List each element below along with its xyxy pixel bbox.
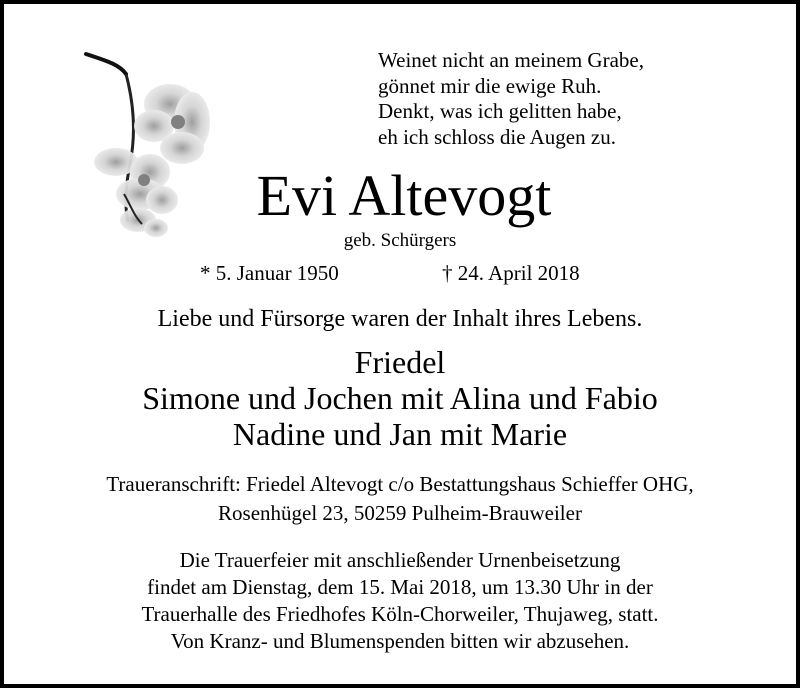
poem-line: Weinet nicht an meinem Grabe, bbox=[378, 48, 644, 72]
ceremony-info bbox=[4, 547, 796, 655]
ceremony-line: findet am Dienstag, dem 15. Mai 2018, um 13.30 Uhr in der bbox=[147, 575, 653, 599]
ceremony-line: Die Trauerfeier mit anschließender Urnenbeisetzung bbox=[179, 548, 621, 572]
poem-line: Denkt, was ich gelitten habe, bbox=[378, 99, 622, 123]
poem-line: eh ich schloss die Augen zu. bbox=[378, 124, 616, 149]
family-line: Simone und Jochen mit Alina und Fabio bbox=[142, 380, 658, 416]
tagline: Liebe und Fürsorge waren der Inhalt ihres Lebens. bbox=[157, 306, 643, 332]
family-line: Nadine und Jan mit Marie bbox=[232, 416, 568, 452]
address-line: Traueranschrift: Friedel Altevogt c/o Bestattungshaus Schieffer OHG, bbox=[106, 472, 694, 496]
birth-name: geb. Schürgers bbox=[343, 230, 457, 251]
family-line: Friedel bbox=[354, 344, 446, 380]
family-list bbox=[4, 344, 796, 452]
address-line: Rosenhügel 23, 50259 Pulheim-Brauweiler bbox=[218, 501, 582, 525]
ceremony-line: Trauerhalle des Friedhofes Köln-Chorweiler, Thujaweg, statt. bbox=[141, 602, 659, 626]
deceased-name: Evi Altevogt bbox=[256, 163, 552, 228]
ceremony-line: Von Kranz- und Blumenspenden bitten wir abzusehen. bbox=[170, 629, 630, 653]
death-date: † 24. April 2018 bbox=[442, 261, 580, 285]
mourning-address bbox=[4, 470, 796, 528]
poem-line: gönnet mir die ewige Ruh. bbox=[378, 73, 602, 98]
birth-date: * 5. Januar 1950 bbox=[200, 261, 339, 285]
poem bbox=[378, 48, 738, 150]
